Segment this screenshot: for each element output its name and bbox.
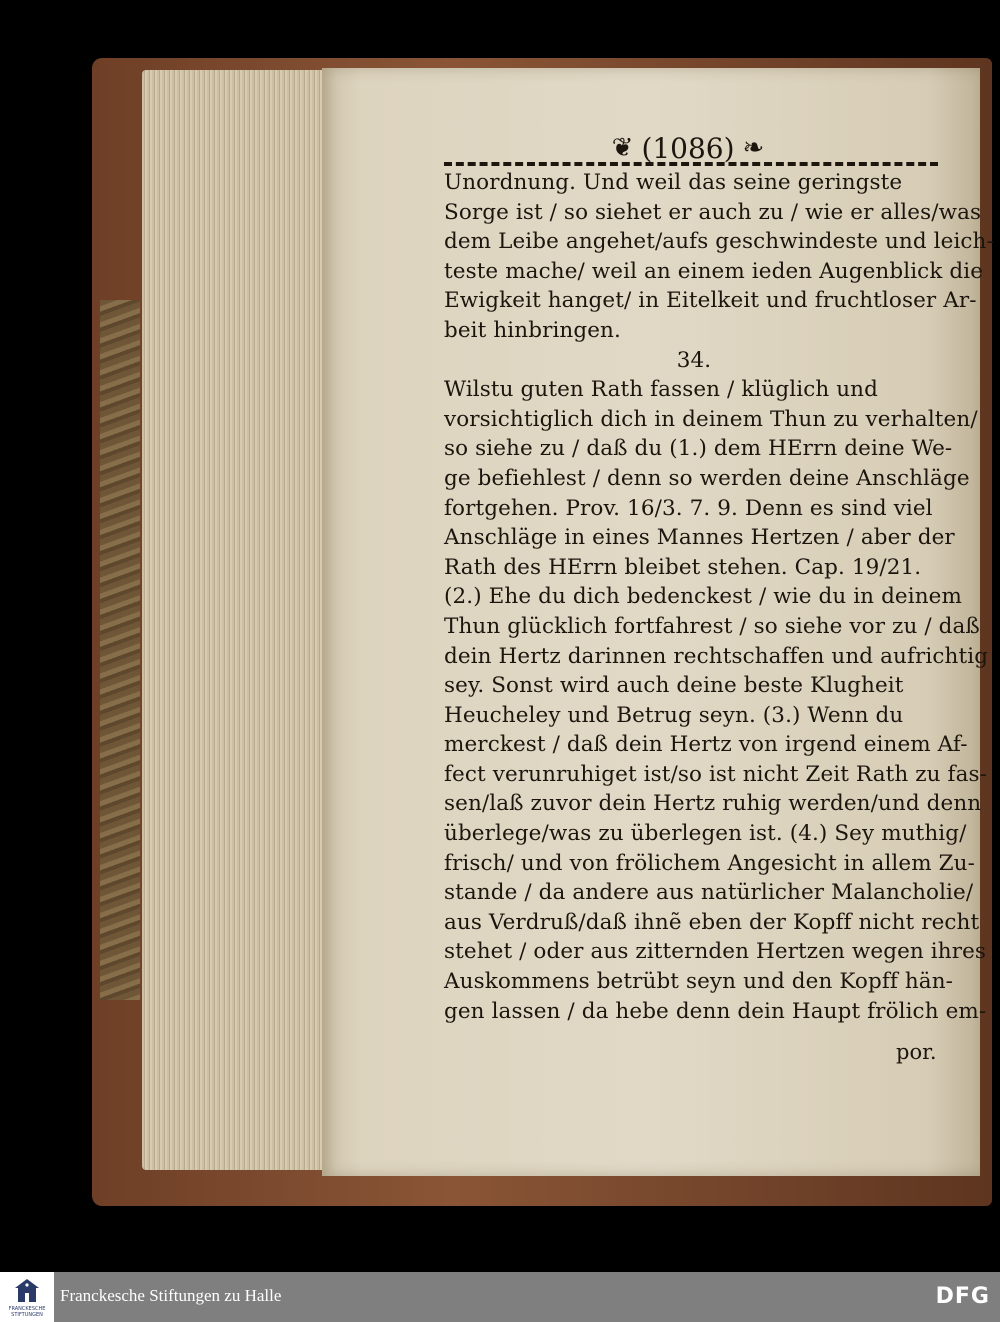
text-line: dein Hertz darinnen rechtschaffen und aufrichtig bbox=[444, 643, 989, 669]
text-line: fect verunruhiget ist/so ist nicht Zeit Rath zu fas- bbox=[444, 761, 988, 787]
header-rule bbox=[444, 162, 938, 166]
text-line: Anschläge in eines Mannes Hertzen / aber der bbox=[444, 525, 955, 551]
logo-text-line2: STIFTUNGEN bbox=[11, 1312, 43, 1318]
text-line: (2.) Ehe du dich bedenckest / wie du in deinem bbox=[444, 584, 962, 610]
logo-text bbox=[2, 1306, 52, 1318]
text-line: Wilstu guten Rath fassen / klüglich und bbox=[444, 377, 878, 403]
text-line: stehet / oder aus zitternden Hertzen wegen ihres bbox=[444, 939, 987, 965]
text-line: Sorge ist / so siehet er auch zu / wie er alles/was bbox=[444, 199, 982, 225]
building-icon bbox=[12, 1278, 42, 1304]
text-line: vorsichtiglich dich in deinem Thun zu verhalten/ bbox=[444, 406, 978, 432]
text-line: aus Verdruß/daß ihnẽ eben der Kopff nicht recht bbox=[444, 909, 980, 935]
text-line: so siehe zu / daß du (1.) dem HErrn deine We- bbox=[444, 436, 953, 462]
body-text bbox=[444, 168, 994, 1026]
text-line: Auskommens betrübt seyn und den Kopff hän- bbox=[444, 969, 954, 995]
text-line: ge befiehlest / denn so werden deine Anschläge bbox=[444, 465, 970, 491]
text-line: gen lassen / da hebe denn dein Haupt frölich em- bbox=[444, 998, 987, 1024]
text-line: merckest / daß dein Hertz von irgend einem Af- bbox=[444, 732, 968, 758]
text-line: Heucheley und Betrug seyn. (3.) Wenn du bbox=[444, 702, 904, 728]
logo-text-line1: FRANCKESCHE bbox=[8, 1306, 46, 1312]
marbled-cover-edge bbox=[100, 300, 140, 1000]
text-line: fortgehen. Prov. 16/3. 7. 9. Denn es sind viel bbox=[444, 495, 933, 521]
text-line: frisch/ und von frölichem Angesicht in allem Zu- bbox=[444, 850, 975, 876]
institution-logo[interactable] bbox=[0, 1272, 54, 1322]
text-line: Ewigkeit hanget/ in Eitelkeit und fruchtloser Ar- bbox=[444, 288, 977, 314]
text-line: sey. Sonst wird auch deine beste Klugheit bbox=[444, 673, 904, 699]
fleuron-left-icon: ❦ bbox=[611, 133, 634, 163]
section-number: 34. bbox=[676, 347, 712, 373]
text-line: teste mache/ weil an einem ieden Augenblick die bbox=[444, 258, 984, 284]
text-line: dem Leibe angehet/aufs geschwindeste und leich- bbox=[444, 229, 994, 255]
institution-name[interactable]: Franckesche Stiftungen zu Halle bbox=[60, 1286, 282, 1305]
text-line: sen/laß zuvor dein Hertz ruhig werden/und denn bbox=[444, 791, 982, 817]
viewer-footer bbox=[0, 1272, 1000, 1322]
text-line: Unordnung. Und weil das seine geringste bbox=[444, 170, 903, 195]
text-line: Rath des HErrn bleibet stehen. Cap. 19/21. bbox=[444, 554, 922, 580]
page-block-edge bbox=[142, 70, 332, 1170]
text-line: stande / da andere aus natürlicher Malancholie/ bbox=[444, 880, 974, 906]
text-line: Thun glücklich fortfahrest / so siehe vor zu / daß bbox=[444, 613, 980, 639]
text-line: überlege/was zu überlegen ist. (4.) Sey muthig/ bbox=[444, 821, 967, 847]
dfg-logo[interactable]: DFG bbox=[935, 1284, 990, 1309]
text-line: beit hinbringen. bbox=[444, 317, 621, 343]
catchword: por. bbox=[896, 1040, 937, 1064]
page-number: (1086) bbox=[641, 131, 735, 165]
fleuron-right-icon: ❧ bbox=[742, 133, 765, 163]
